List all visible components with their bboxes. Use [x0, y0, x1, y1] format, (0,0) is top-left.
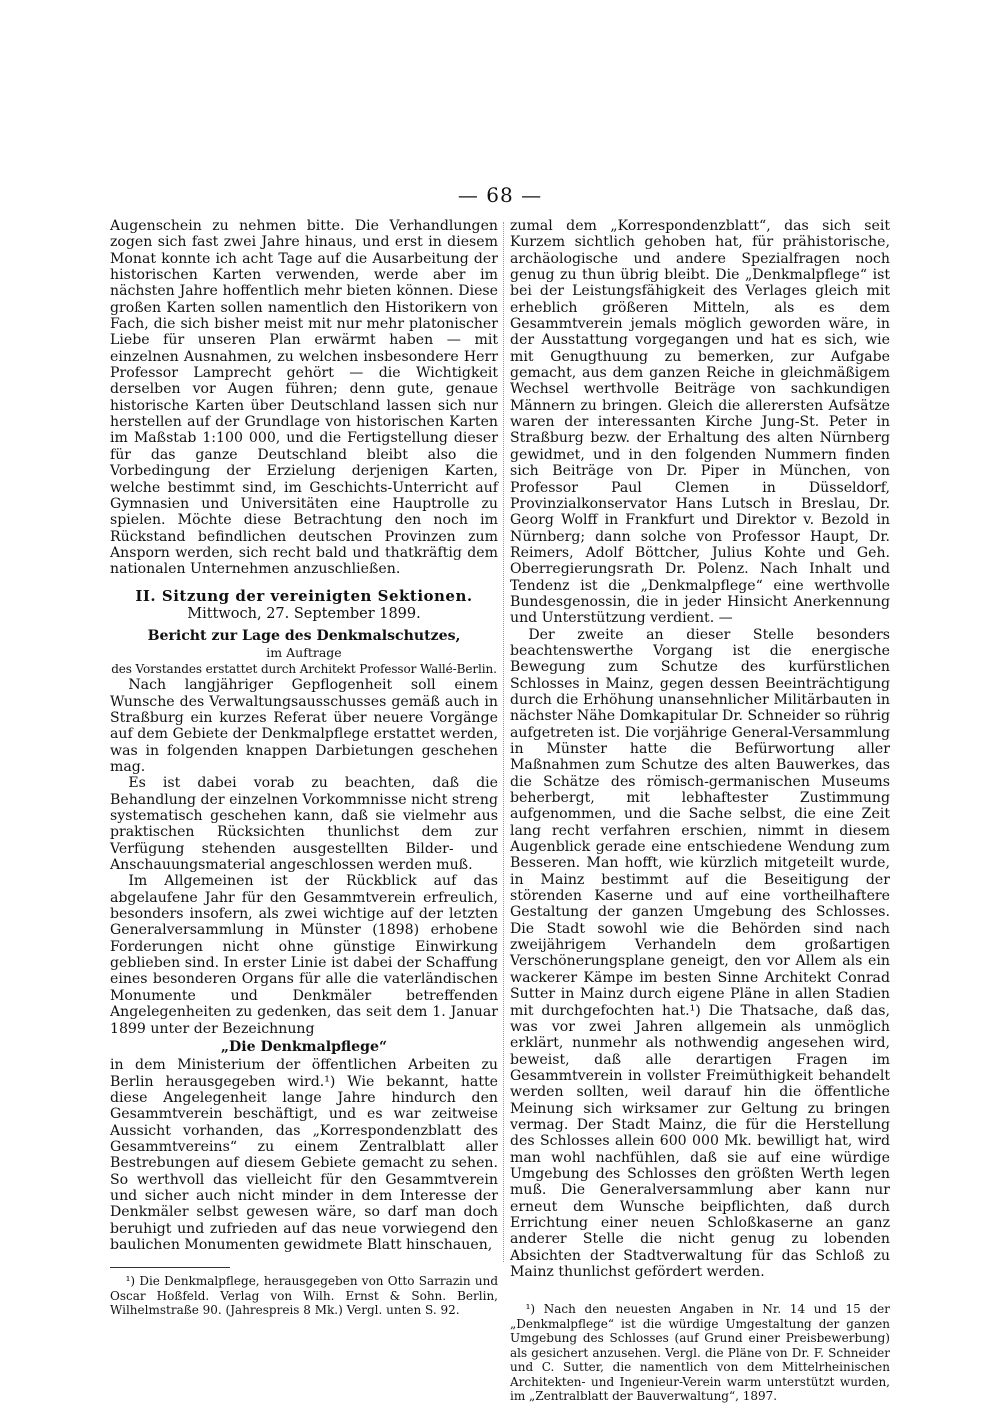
page-number: — 68 —	[457, 183, 543, 207]
right-footnote: ¹) Nach den neuesten Angaben in Nr. 14 und 15 der „Denkmalpflege“ ist die würdige Umgestaltung der ganzen Umgebung des Schlosses (auf Grund einer Preisbewerbung) als gesichert anzusehen. Vergl. die Pläne von Dr. F. Schneider und C. Sutter, die namentlich von dem Mittelrheinischen Architekten- und Ingenieur-Verein warm unterstützt wurden, im „Zentralblatt der Bauverwaltung“, 1897.	[510, 1302, 890, 1404]
section-title: II. Sitzung der vereinigten Sektionen.	[135, 586, 473, 605]
column-divider	[503, 222, 504, 1262]
right-paragraph-1: zumal dem „Korrespondenzblatt“, das sich seit Kurzem sichtlich gehoben hat, für prähistorische, archäologische und andere Spezialfragen noch genug zu thun übrig bleibt. Die „Denkmalpflege“ ist bei der Leistungsfähigkeit des Verlages gleich mit erheblich größeren Mitteln, als es dem Gesammtverein jemals möglich geworden wäre, in der Ausstattung vorgegangen und hat es sich, wie mit Genugthuung zu bemerken, zur Aufgabe gemacht, aus dem ganzen Reiche in gleichmäßigem Wechsel werthvolle Beiträge von sachkundigen Männern zu bringen. Gleich die allerersten Aufsätze waren der interessanten Kirche Jung-St. Peter in Straßburg bezw. der Erhaltung des alten Nürnberg gewidmet, und in den folgenden Nummern finden sich Beiträge von Dr. Piper in München, von Professor Paul Clemen in Düsseldorf, Provinzialkonservator Hans Lutsch in Breslau, Dr. Georg Wolff in Frankfurt und Direktor v. Bezold in Nürnberg; dann solche von Professor Haupt, Dr. Reimers, Adolf Böttcher, Julius Kohte und Geh. Oberregierungsrath Dr. Polenz. Nach Inhalt und Tendenz ist die „Denkmalpflege“ eine werthvolle Bundesgenossin, die in jeder Hinsicht Anerkennung und Unterstützung verdient. —	[510, 218, 890, 627]
footnote-rule	[110, 1267, 230, 1268]
left-paragraph-3: Es ist dabei vorab zu beachten, daß die Behandlung der einzelnen Vorkommnisse nicht streng systematisch geschehen kann, daß sie vielmehr aus praktischen Rücksichten thunlichst dem zur Verfügung stehenden ausgestellten Bilder- und Anschauungsmaterial angeschlossen werden muß.	[110, 775, 498, 874]
report-subtitle: im Auftrage	[266, 644, 342, 660]
left-footnote: ¹) Die Denkmalpflege, herausgegeben von Otto Sarrazin und Oscar Hoßfeld. Verlag von Wilh. Ernst & Sohn. Berlin, Wilhelmstraße 90. (Jahrespreis 8 Mk.) Vergl. unten S. 92.	[110, 1274, 498, 1318]
left-paragraph-2: Nach langjähriger Gepflogenheit soll einem Wunsche des Verwaltungsausschusses gemäß auch in Straßburg ein kurzes Referat über neuere Vorgänge auf dem Gebiete der Denkmalpflege erstattet werden, was in folgenden knappen Darbietungen geschehen mag.	[110, 677, 498, 775]
left-column	[110, 218, 498, 1318]
section-date: Mittwoch, 27. September 1899.	[187, 605, 421, 622]
report-title: Bericht zur Lage des Denkmalschutzes,	[147, 628, 461, 645]
right-paragraph-2: Der zweite an dieser Stelle besonders beachtenswerthe Vorgang ist die energische Bewegung zum Schutze des kurfürstlichen Schlosses in Mainz, gegen dessen Beeinträchtigung durch die Erhöhung unansehnlicher Militärbauten in nächster Nähe Domkapitular Dr. Schneider so rührig aufgetreten ist. Die vorjährige General-Versammlung in Münster hatte die Befürwortung aller Maßnahmen zum Schutze des alten Bauwerkes, das die Schätze des römisch-germanischen Museums beherbergt, mit lebhaftester Zustimmung aufgenommen, und die Sache selbst, die eine Zeit lang recht verfahren erschien, nimmt in diesem Augenblick gerade eine entschiedene Wendung zum Besseren. Man hofft, wie kürzlich mitgeteilt wurde, in Mainz bestimmt auf die Beseitigung der störenden Kaserne und auf eine vortheilhaftere Gestaltung der ganzen Umgebung des Schlosses. Die Stadt sowohl wie die Behörden sind nach zweijährigem Verhandeln dem großartigen Verschönerungsplane geneigt, den vor Allem als ein wackerer Kämpe im besten Sinne Architekt Conrad Sutter in Mainz durch eigene Pläne in allen Stadien mit durchgefochten hat.¹) Die Thatsache, daß das, was vor zwei Jahren allgemein als unmöglich erklärt, nunmehr als nothwendig angesehen wird, beweist, daß alle derartigen Fragen im Gesammtverein in vollster Freimüthigkeit behandelt werden sollten, weil darauf hin die öffentliche Meinung sich wirksamer zur Geltung zu bringen vermag. Der Stadt Mainz, die für die Herstellung des Schlosses allein 600 000 Mk. bewilligt hat, wird man wohl nachfühlen, daß sie auf eine würdige Umgebung des Schlosses den größten Werth legen muß. Die Generalversammlung aber kann nur erneut dem Wunsche beipflichten, daß durch Errichtung einer neuen Schloßkaserne an ganz anderer Stelle die nicht genug zu lobenden Absichten der Stadtverwaltung für das Schloß zu Mainz thunlichst gefördert werden.	[510, 626, 890, 1280]
report-author-line: des Vorstandes erstattet durch Architekt Professor Wallé-Berlin.	[111, 661, 497, 676]
left-paragraph-5: in dem Ministerium der öffentlichen Arbeiten zu Berlin herausgegeben wird.¹) Wie bekannt, hatte diese Angelegenheit lange Jahre hindurch den Gesammtverein beschäftigt, und es war zeitweise Aussicht vorhanden, das „Korrespondenzblatt des Gesammtvereins“ zu einem Zentralblatt aller Bestrebungen auf diesem Gebiete gemacht zu sehen. So werthvoll das vielleicht für den Gesammtverein und sicher auch nicht minder in dem Interesse der Denkmäler selbst gewesen wäre, so darf man doch beruhigt und zufrieden auf das neue vorwiegend den baulichen Monumenten gewidmete Blatt hinschauen,	[110, 1057, 498, 1253]
journal-title: „Die Denkmalpflege“	[220, 1038, 388, 1055]
left-paragraph-4: Im Allgemeinen ist der Rückblick auf das abgelaufene Jahr für den Gesammtverein erfreulich, besonders insofern, als zwei wichtige auf der letzten Generalversammlung in Münster (1898) erhobene Forderungen nicht ohne günstige Einwirkung geblieben sind. In erster Linie ist dabei der Schaffung eines besonderen Organs für alle die vaterländischen Monumente und Denkmäler betreffenden Angelegenheiten zu gedenken, das seit dem 1. Januar 1899 unter der Bezeichnung	[110, 873, 498, 1037]
right-column	[510, 218, 890, 1404]
left-paragraph-1: Augenschein zu nehmen bitte. Die Verhandlungen zogen sich fast zwei Jahre hinaus, und erst in diesem Monat konnte ich acht Tage auf die Ausarbeitung der historischen Karten verwenden, werde aber im nächsten Jahre hoffentlich mehr bieten können. Diese großen Karten sollen namentlich den Historikern von Fach, die sich bisher meist mit nur mehr platonischer Liebe für unseren Plan erwärmt haben — mit einzelnen Ausnahmen, zu welchen insbesondere Herr Professor Lamprecht gehört — die Wichtigkeit derselben vor Augen führen; denn gute, genaue historische Karten über Deutschland lassen sich nur herstellen auf der Grundlage von historischen Karten im Maßstab 1:100 000, und die Fertigstellung dieser für das ganze Deutschland bleibt also die Vorbedingung der Erzielung derjenigen Karten, welche bestimmt sind, im Geschichts-Unterricht auf Gymnasien und Universitäten eine Hauptrolle zu spielen. Möchte diese Betrachtung den noch im Rückstand befindlichen deutschen Provinzen zum Ansporn werden, sich recht bald und thatkräftig dem nationalen Unternehmen anzuschließen.	[110, 218, 498, 578]
